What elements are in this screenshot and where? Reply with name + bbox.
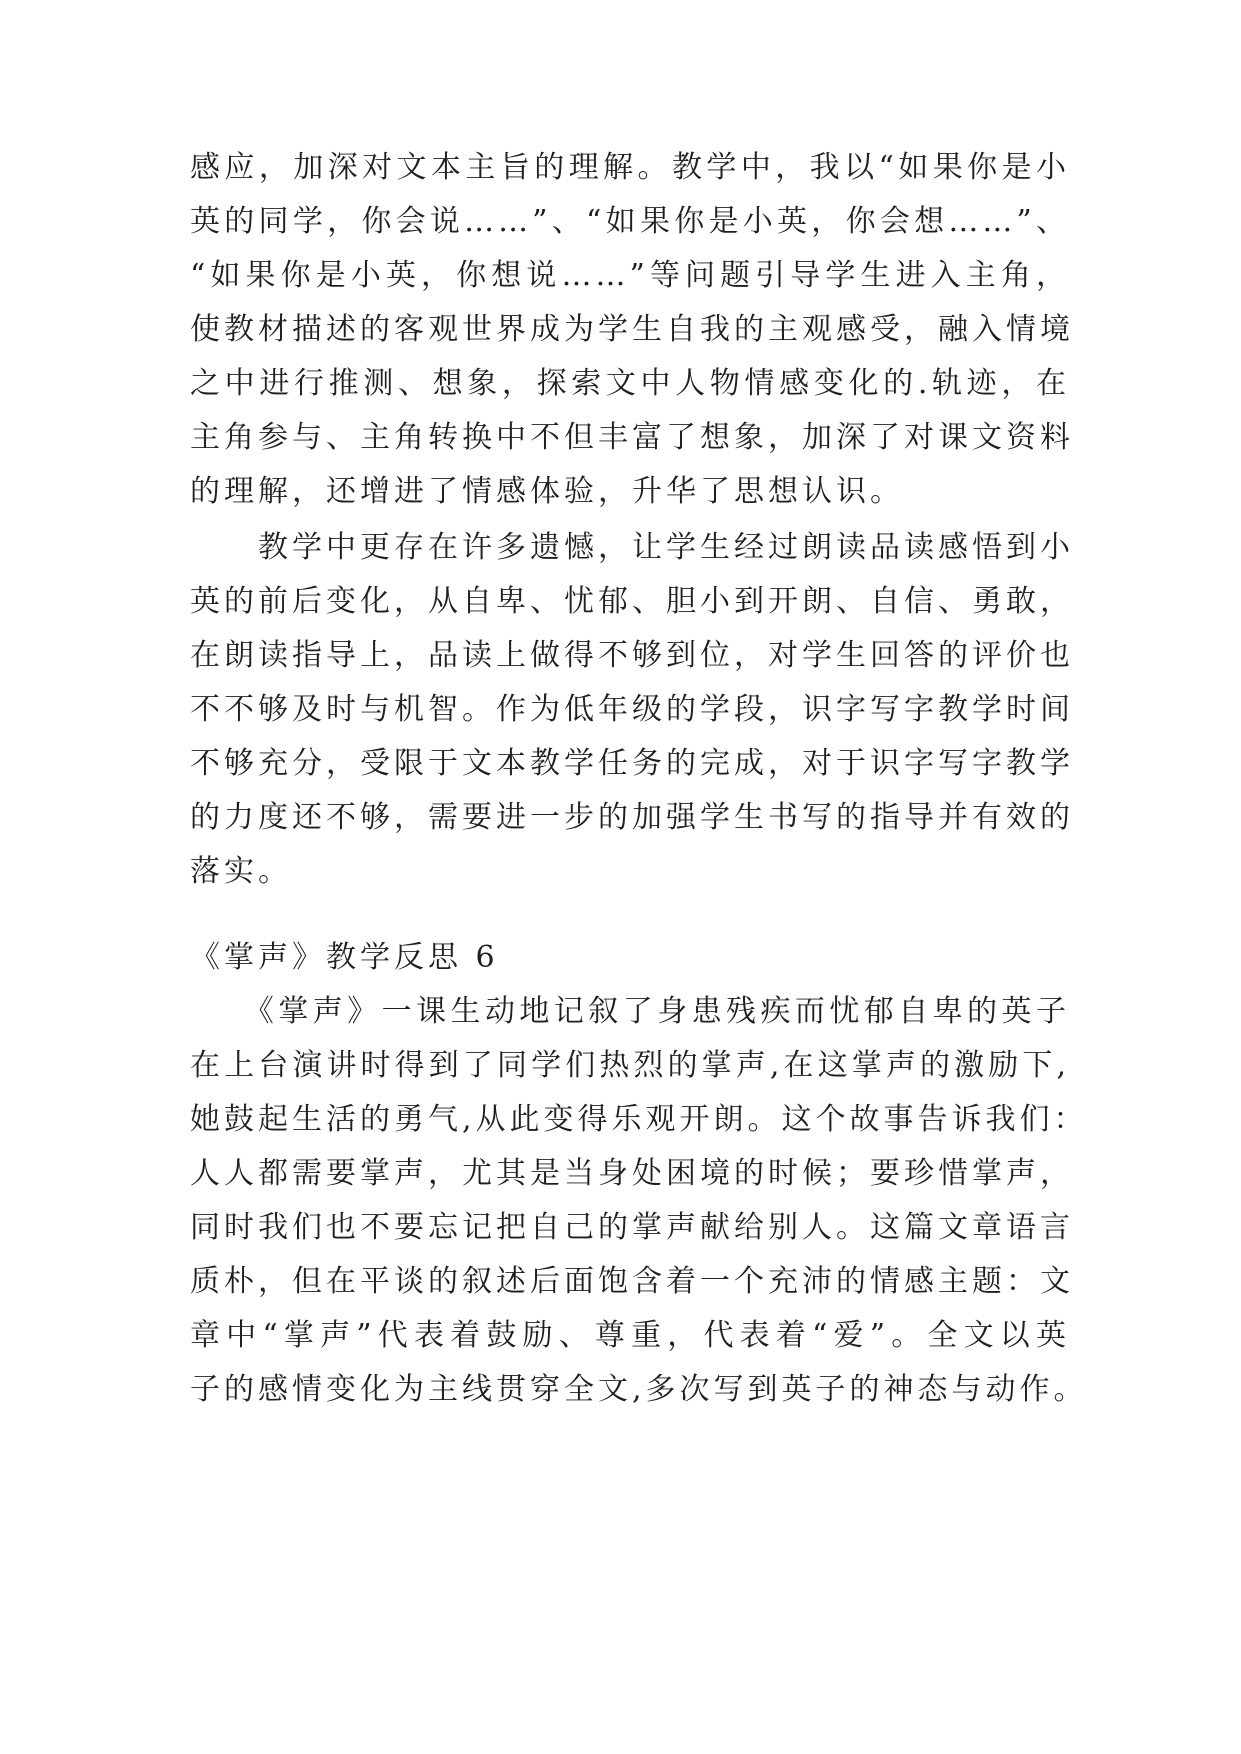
paragraph-line: 的力度还不够，需要进一步的加强学生书写的指导并有效的 xyxy=(190,800,1074,835)
paragraph-line: “如果你是小英，你想说……”等问题引导学生进入主角， xyxy=(190,258,1070,293)
paragraph-line: 英的同学，你会说……”、“如果你是小英，你会想……”、 xyxy=(190,204,1070,239)
paragraph-line: 教学中更存在许多遗憾，让学生经过朗读品读感悟到小 xyxy=(190,530,1074,565)
paragraph-line: 她鼓起生活的勇气,从此变得乐观开朗。这个故事告诉我们： xyxy=(190,1102,1088,1137)
paragraph-line: 章中“掌声”代表着鼓励、尊重，代表着“爱”。全文以英 xyxy=(190,1318,1070,1353)
paragraph-line: 人人都需要掌声，尤其是当身处困境的时候；要珍惜掌声， xyxy=(190,1156,1074,1191)
paragraph-line: 英的前后变化，从自卑、忧郁、胆小到开朗、自信、勇敢， xyxy=(190,584,1074,619)
paragraph-line: 子的感情变化为主线贯穿全文,多次写到英子的神态与动作。 xyxy=(190,1372,1088,1407)
paragraph-line: 落实。 xyxy=(190,854,292,889)
paragraph-line: 同时我们也不要忘记把自己的掌声献给别人。这篇文章语言 xyxy=(190,1210,1074,1245)
paragraph-line: 质朴，但在平谈的叙述后面饱含着一个充沛的情感主题：文 xyxy=(190,1264,1074,1299)
paragraph-line: 在朗读指导上，品读上做得不够到位，对学生回答的评价也 xyxy=(190,638,1074,673)
paragraph-line: 主角参与、主角转换中不但丰富了想象，加深了对课文资料 xyxy=(190,420,1074,455)
section-title: 《掌声》教学反思 6 xyxy=(190,940,499,975)
paragraph-line: 的理解，还增进了情感体验，升华了思想认识。 xyxy=(190,474,904,509)
paragraph-line: 不够充分，受限于文本教学任务的完成，对于识字写字教学 xyxy=(190,746,1074,781)
paragraph-line: 之中进行推测、想象，探索文中人物情感变化的.轨迹，在 xyxy=(190,366,1070,401)
paragraph-line: 使教材描述的客观世界成为学生自我的主观感受，融入情境 xyxy=(190,312,1074,347)
paragraph-line: 在上台演讲时得到了同学们热烈的掌声,在这掌声的激励下, xyxy=(190,1048,1070,1083)
paragraph-line: 不不够及时与机智。作为低年级的学段，识字写字教学时间 xyxy=(190,692,1074,727)
paragraph-line: 《掌声》一课生动地记叙了身患残疾而忧郁自卑的英子 xyxy=(190,994,1070,1029)
paragraph-line: 感应，加深对文本主旨的理解。教学中，我以“如果你是小 xyxy=(190,150,1070,185)
